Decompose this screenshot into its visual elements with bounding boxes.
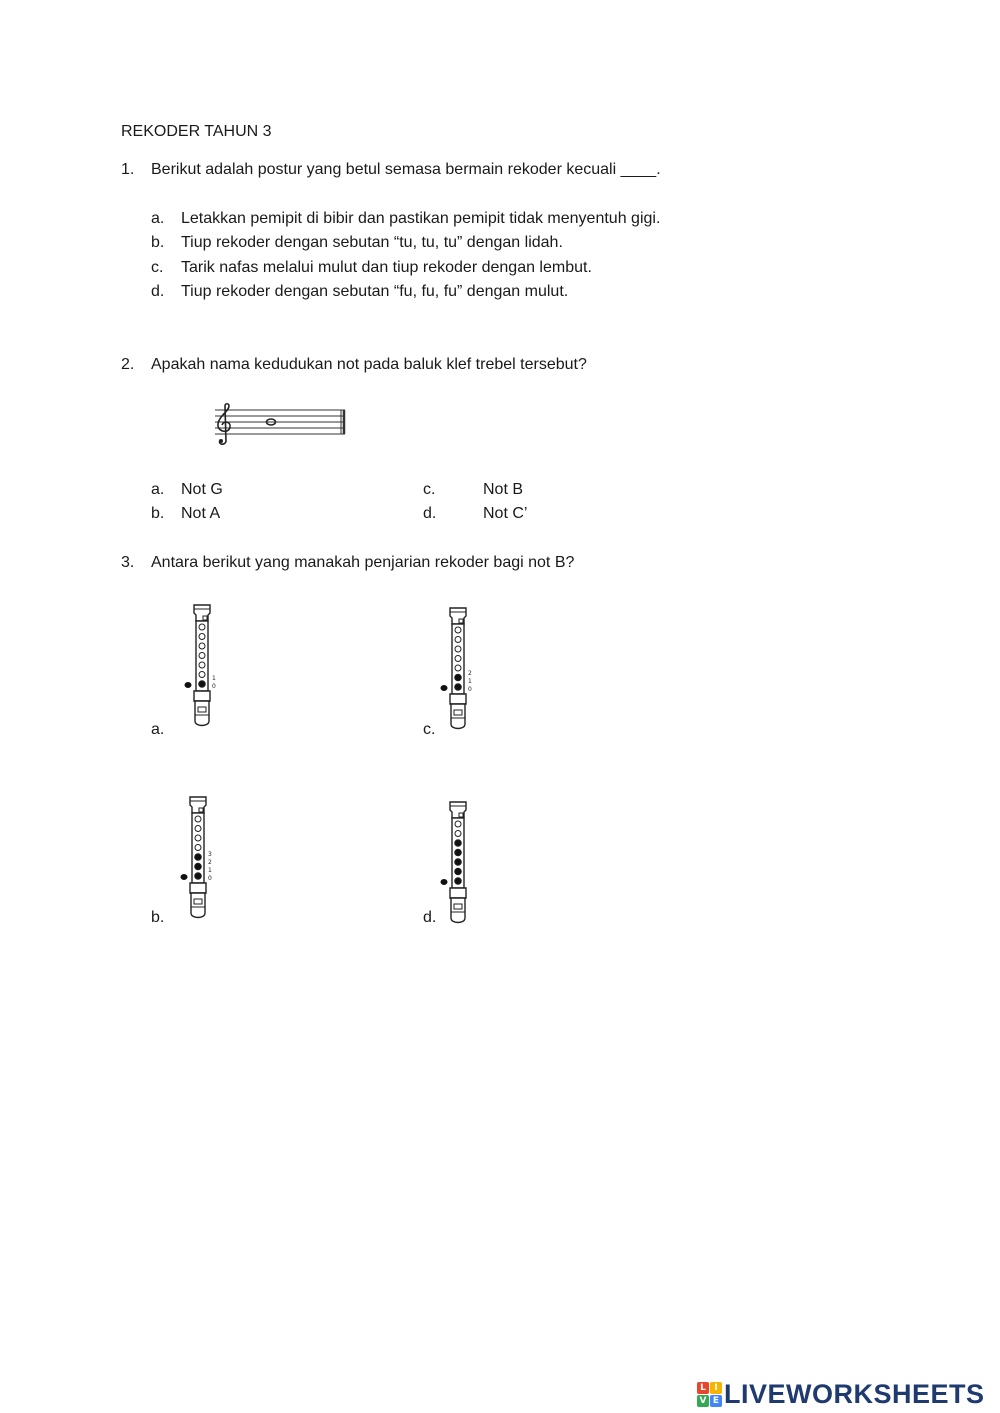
q1-number: 1. bbox=[121, 161, 135, 178]
logo-cell-v: V bbox=[697, 1395, 709, 1407]
q2-option-d-letter: d. bbox=[423, 505, 437, 522]
hole-open bbox=[455, 656, 461, 662]
recorder-foot bbox=[451, 898, 465, 923]
finger-number: 0 bbox=[212, 683, 216, 690]
hole-open bbox=[455, 627, 461, 633]
q3-option-d-letter: d. bbox=[423, 909, 437, 926]
hole-covered bbox=[455, 859, 462, 866]
q1-option-c-letter: c. bbox=[151, 259, 164, 276]
thumb-hole bbox=[441, 879, 448, 885]
finger-number: 0 bbox=[468, 686, 472, 693]
q1-option-b-letter: b. bbox=[151, 234, 165, 251]
logo-cell-i: I bbox=[710, 1382, 722, 1394]
logo-live-grid-icon bbox=[697, 1382, 722, 1407]
finger-number: 2 bbox=[468, 670, 472, 677]
recorder-head bbox=[194, 605, 210, 621]
recorder-foot-hole bbox=[454, 904, 462, 909]
q1-option-a[interactable]: Letakkan pemipit di bibir dan pastikan pemipit tidak menyentuh gigi. bbox=[181, 210, 661, 227]
q2-option-b[interactable]: Not A bbox=[181, 505, 221, 522]
logo-cell-e: E bbox=[710, 1395, 722, 1407]
recorder-foot bbox=[451, 704, 465, 729]
q2-option-d[interactable]: Not C’ bbox=[483, 505, 528, 522]
hole-covered bbox=[455, 674, 462, 681]
q3-number: 3. bbox=[121, 554, 135, 571]
hole-open bbox=[195, 845, 201, 851]
recorder-joint bbox=[450, 888, 466, 898]
recorder-fingering-option-a[interactable] bbox=[182, 603, 222, 731]
finger-number: 1 bbox=[468, 678, 472, 685]
hole-open bbox=[455, 646, 461, 652]
hole-open bbox=[199, 662, 205, 668]
hole-open bbox=[195, 826, 201, 832]
recorder-window bbox=[459, 813, 463, 817]
thumb-hole bbox=[181, 874, 188, 880]
hole-open bbox=[199, 672, 205, 678]
finger-number: 0 bbox=[208, 875, 212, 882]
recorder-fingering-option-d[interactable] bbox=[438, 800, 478, 928]
hole-open bbox=[455, 831, 461, 837]
recorder-foot bbox=[191, 893, 205, 918]
q1-option-d-letter: d. bbox=[151, 283, 165, 300]
recorder-foot bbox=[195, 701, 209, 726]
hole-covered bbox=[455, 868, 462, 875]
hole-open bbox=[199, 624, 205, 630]
hole-open bbox=[195, 835, 201, 841]
thumb-hole bbox=[441, 685, 448, 691]
hole-open bbox=[199, 643, 205, 649]
q3-option-a-letter: a. bbox=[151, 721, 165, 738]
finger-number: 1 bbox=[212, 675, 216, 682]
logo-text: LIVEWORKSHEETS bbox=[724, 1379, 985, 1409]
q1-option-c[interactable]: Tarik nafas melalui mulut dan tiup rekoder dengan lembut. bbox=[181, 259, 592, 276]
liveworksheets-logo bbox=[697, 1378, 985, 1410]
q1-text: Berikut adalah postur yang betul semasa bermain rekoder kecuali ____. bbox=[151, 161, 661, 178]
recorder-joint bbox=[190, 883, 206, 893]
thumb-hole bbox=[185, 682, 192, 688]
recorder-window bbox=[203, 616, 207, 620]
worksheet-title: REKODER TAHUN 3 bbox=[121, 123, 272, 140]
hole-covered bbox=[455, 849, 462, 856]
finger-number: 3 bbox=[208, 851, 212, 858]
q1-option-a-letter: a. bbox=[151, 210, 165, 227]
hole-open bbox=[455, 665, 461, 671]
finger-number: 1 bbox=[208, 867, 212, 874]
hole-covered bbox=[195, 873, 202, 880]
recorder-head bbox=[190, 797, 206, 813]
hole-open bbox=[195, 816, 201, 822]
hole-covered bbox=[455, 878, 462, 885]
recorder-joint bbox=[194, 691, 210, 701]
hole-covered bbox=[195, 863, 202, 870]
q1-option-b[interactable]: Tiup rekoder dengan sebutan “tu, tu, tu” dengan lidah. bbox=[181, 234, 563, 251]
finger-number: 2 bbox=[208, 859, 212, 866]
hole-open bbox=[455, 637, 461, 643]
q2-text: Apakah nama kedudukan not pada baluk klef trebel tersebut? bbox=[151, 356, 587, 373]
recorder-head bbox=[450, 608, 466, 624]
hole-covered bbox=[455, 840, 462, 847]
recorder-joint bbox=[450, 694, 466, 704]
recorder-foot-hole bbox=[194, 899, 202, 904]
hole-open bbox=[455, 821, 461, 827]
q3-text: Antara berikut yang manakah penjarian rekoder bagi not B? bbox=[151, 554, 575, 571]
hole-covered bbox=[455, 684, 462, 691]
hole-covered bbox=[195, 854, 202, 861]
q2-option-c-letter: c. bbox=[423, 481, 436, 498]
hole-covered bbox=[199, 681, 206, 688]
logo-cell-l: L bbox=[697, 1382, 709, 1394]
q3-option-b-letter: b. bbox=[151, 909, 165, 926]
q1-option-d[interactable]: Tiup rekoder dengan sebutan “fu, fu, fu” dengan mulut. bbox=[181, 283, 569, 300]
recorder-foot-hole bbox=[454, 710, 462, 715]
recorder-foot-hole bbox=[198, 707, 206, 712]
q2-number: 2. bbox=[121, 356, 135, 373]
hole-open bbox=[199, 653, 205, 659]
treble-clef-staff-image bbox=[213, 402, 348, 448]
hole-open bbox=[199, 634, 205, 640]
recorder-window bbox=[459, 619, 463, 623]
q2-option-a[interactable]: Not G bbox=[181, 481, 223, 498]
recorder-head bbox=[450, 802, 466, 818]
recorder-window bbox=[199, 808, 203, 812]
recorder-fingering-option-b[interactable] bbox=[178, 795, 218, 923]
recorder-fingering-option-c[interactable] bbox=[438, 606, 478, 734]
q2-option-c[interactable]: Not B bbox=[483, 481, 524, 498]
q2-option-a-letter: a. bbox=[151, 481, 165, 498]
q3-option-c-letter: c. bbox=[423, 721, 436, 738]
q2-option-b-letter: b. bbox=[151, 505, 165, 522]
